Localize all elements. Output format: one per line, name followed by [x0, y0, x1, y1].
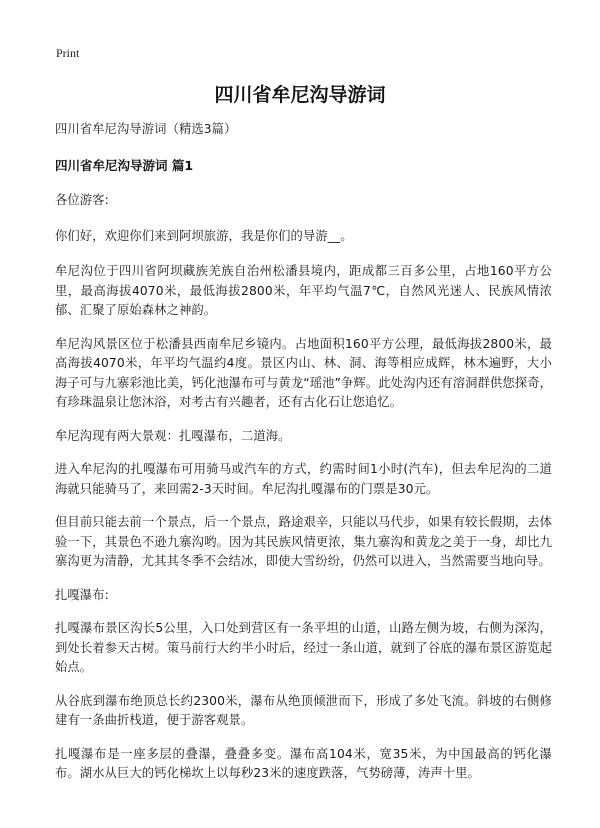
- page-title: 四川省牟尼沟导游词: [214, 84, 386, 106]
- paragraph-scenic-area: 牟尼沟风景区位于松潘县西南牟尼乡镜内。占地面积160平方公理，最低海拔2800米，最高海拔4070米，年平均气温约4度。景区内山、林、洞、海等相应成辉，林木遍野，大小海子可与九寨彩池比美，钙化池瀑布可与黄龙“瑶池”争辉。此处沟内还有溶洞群供您探奇，有珍珠温泉让您沐浴，对考古有兴趣者，还有古化石让您追忆。: [55, 336, 552, 409]
- print-link[interactable]: Print: [56, 46, 80, 60]
- paragraph-welcome: 你们好，欢迎你们来到阿坝旅游，我是你们的导游__。: [55, 228, 353, 243]
- paragraph-transport: 进入牟尼沟的扎嘎瀑布可用骑马或汽车的方式，约需时间1小时(汽车)，但去牟尼沟的二道海就只能骑马了，来回需2-3天时间。牟尼沟扎嘎瀑布的门票是30元。: [55, 462, 552, 496]
- article-subtitle: 四川省牟尼沟导游词（精选3篇）: [55, 122, 237, 136]
- section-heading: 四川省牟尼沟导游词 篇1: [55, 157, 194, 173]
- paragraph-location: 牟尼沟位于四川省阿坝藏族羌族自治州松潘县境内，距成都三百多公里，占地160平方公里，最高海拔4070米，最低海拔2800米，年平均气温7℃，自然风光迷人、民族风情浓郁、汇聚了原始森林之神韵。: [55, 264, 552, 317]
- paragraph-current-access: 但目前只能去前一个景点，后一个景点，路途艰辛，只能以马代步，如果有较长假期，去体验一下，其景色不逊九寨沟哟。因为其民族风情更浓，集九寨沟和黄龙之美于一身，却比九寨沟更为清静，尤其其冬季不会结冰，即使大雪纷纷，仍然可以进入，当然需要当地向导。: [55, 515, 552, 568]
- paragraph-zhaga-heading: 扎嘎瀑布:: [55, 587, 109, 602]
- article-body: [55, 120, 552, 784]
- paragraph-waterfall-length: 从谷底到瀑布绝顶总长约2300米，瀑布从绝顶倾泄而下，形成了多处飞流。斜坡的右侧修建有一条曲折栈道，便于游客观景。: [55, 693, 552, 727]
- paragraph-greeting: 各位游客:: [55, 193, 109, 207]
- paragraph-waterfall-desc: 扎嘎瀑布是一座多层的叠瀑，叠叠多变。瀑布高104米，宽35米，为中国最高的钙化瀑布。湖水从巨大的钙化梯坎上以每秒23米的速度跌落，气势磅薄，涛声十里。: [55, 746, 552, 780]
- paragraph-two-sights: 牟尼沟现有两大景观：扎嘎瀑布，二道海。: [55, 428, 291, 443]
- paragraph-zhaga-area: 扎嘎瀑布景区沟长5公里，入口处到营区有一条平坦的山道，山路左侧为坡，右侧为深沟，到处长着参天古树。策马前行大约半小时后，经过一条山道，就到了谷底的瀑布景区游览起始点。: [55, 621, 552, 674]
